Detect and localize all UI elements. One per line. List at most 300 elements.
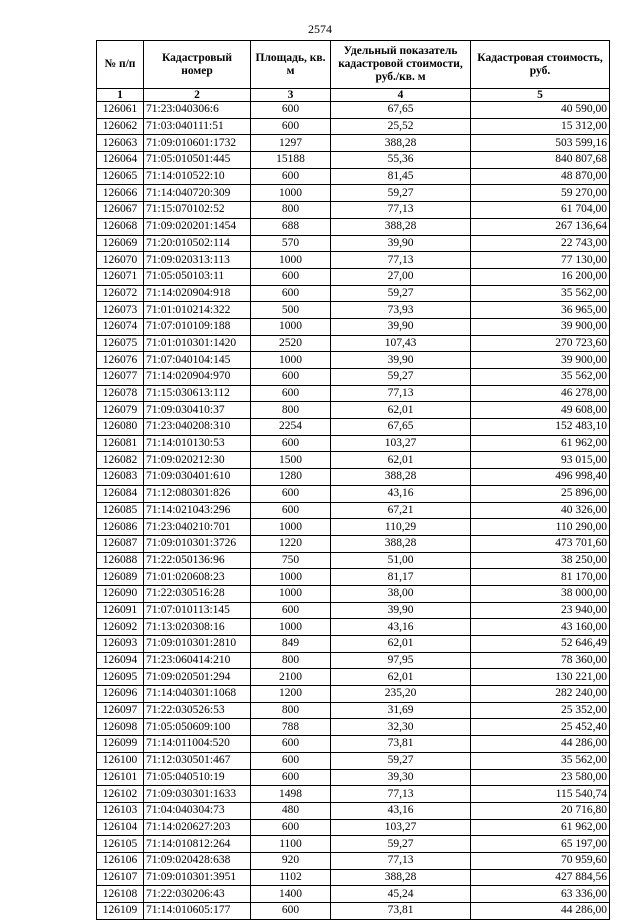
- cell-cadastral-value: 81 170,00: [471, 569, 610, 586]
- cell-area: 2100: [251, 669, 331, 686]
- cadastre-table: [96, 40, 610, 920]
- cell-cadastral-value: 115 540,74: [471, 786, 610, 803]
- cell-row-number: 126074: [97, 318, 144, 335]
- cell-unit-value: 43,16: [331, 619, 471, 636]
- cell-area: 800: [251, 702, 331, 719]
- column-number: 2: [144, 89, 251, 102]
- cell-area: 788: [251, 719, 331, 736]
- cell-cadastral-number: 71:23:040208:310: [144, 419, 251, 436]
- table-row: [97, 836, 610, 853]
- cell-unit-value: 235,20: [331, 686, 471, 703]
- cell-unit-value: 59,27: [331, 285, 471, 302]
- cell-area: 600: [251, 102, 331, 119]
- cell-area: 750: [251, 552, 331, 569]
- column-number: 1: [97, 89, 144, 102]
- cell-cadastral-value: 35 562,00: [471, 752, 610, 769]
- cell-cadastral-number: 71:09:010601:1732: [144, 135, 251, 152]
- cell-unit-value: 67,65: [331, 419, 471, 436]
- table-row: [97, 385, 610, 402]
- table-row: [97, 318, 610, 335]
- cell-row-number: 126064: [97, 152, 144, 169]
- cell-row-number: 126067: [97, 202, 144, 219]
- cell-cadastral-number: 71:09:030401:610: [144, 469, 251, 486]
- table-row: [97, 352, 610, 369]
- cell-row-number: 126077: [97, 369, 144, 386]
- cell-cadastral-value: 503 599,16: [471, 135, 610, 152]
- cell-cadastral-value: 61 962,00: [471, 435, 610, 452]
- cell-cadastral-value: 35 562,00: [471, 285, 610, 302]
- cell-cadastral-number: 71:14:040720:309: [144, 185, 251, 202]
- cell-unit-value: 51,00: [331, 552, 471, 569]
- cell-row-number: 126103: [97, 802, 144, 819]
- cell-area: 600: [251, 435, 331, 452]
- header-row-number: № п/п: [97, 41, 144, 89]
- cell-row-number: 126063: [97, 135, 144, 152]
- cell-cadastral-number: 71:09:010301:3951: [144, 869, 251, 886]
- cell-cadastral-number: 71:22:050136:96: [144, 552, 251, 569]
- cell-area: 600: [251, 769, 331, 786]
- cell-cadastral-value: 48 870,00: [471, 168, 610, 185]
- cell-row-number: 126097: [97, 702, 144, 719]
- header-row: [97, 41, 610, 89]
- cell-cadastral-value: 25 452,40: [471, 719, 610, 736]
- cell-cadastral-value: 93 015,00: [471, 452, 610, 469]
- cell-row-number: 126065: [97, 168, 144, 185]
- cell-row-number: 126098: [97, 719, 144, 736]
- cell-row-number: 126071: [97, 268, 144, 285]
- cell-row-number: 126093: [97, 636, 144, 653]
- cell-row-number: 126075: [97, 335, 144, 352]
- cell-cadastral-number: 71:09:010301:3726: [144, 535, 251, 552]
- cell-unit-value: 81,45: [331, 168, 471, 185]
- cell-row-number: 126078: [97, 385, 144, 402]
- cell-area: 1280: [251, 469, 331, 486]
- cell-cadastral-number: 71:01:010214:322: [144, 302, 251, 319]
- cell-unit-value: 107,43: [331, 335, 471, 352]
- table-row: [97, 135, 610, 152]
- table-row: [97, 369, 610, 386]
- cell-cadastral-value: 77 130,00: [471, 252, 610, 269]
- cell-unit-value: 73,81: [331, 903, 471, 920]
- cell-cadastral-value: 63 336,00: [471, 886, 610, 903]
- cell-row-number: 126092: [97, 619, 144, 636]
- table-row: [97, 419, 610, 436]
- cell-area: 1000: [251, 585, 331, 602]
- cell-cadastral-number: 71:05:010501:445: [144, 152, 251, 169]
- cell-row-number: 126108: [97, 886, 144, 903]
- table-row: [97, 903, 610, 920]
- cell-unit-value: 39,30: [331, 769, 471, 786]
- cell-unit-value: 27,00: [331, 268, 471, 285]
- cell-area: 688: [251, 218, 331, 235]
- cell-row-number: 126076: [97, 352, 144, 369]
- cell-cadastral-number: 71:09:020428:638: [144, 852, 251, 869]
- cell-row-number: 126080: [97, 419, 144, 436]
- cell-cadastral-value: 40 590,00: [471, 102, 610, 119]
- cell-area: 600: [251, 369, 331, 386]
- cell-cadastral-value: 25 352,00: [471, 702, 610, 719]
- table-row: [97, 202, 610, 219]
- cell-cadastral-value: 61 704,00: [471, 202, 610, 219]
- cell-cadastral-value: 152 483,10: [471, 419, 610, 436]
- cell-cadastral-value: 39 900,00: [471, 318, 610, 335]
- cell-cadastral-number: 71:14:020904:918: [144, 285, 251, 302]
- cell-cadastral-value: 35 562,00: [471, 369, 610, 386]
- table-row: [97, 802, 610, 819]
- cell-row-number: 126082: [97, 452, 144, 469]
- table-row: [97, 736, 610, 753]
- cell-cadastral-value: 15 312,00: [471, 118, 610, 135]
- table-row: [97, 302, 610, 319]
- cell-row-number: 126079: [97, 402, 144, 419]
- cell-cadastral-number: 71:07:010113:145: [144, 602, 251, 619]
- header-unit-value: Удельный показатель кадастровой стоимости, руб./кв. м: [331, 41, 471, 89]
- cell-cadastral-value: 473 701,60: [471, 535, 610, 552]
- cell-area: 800: [251, 652, 331, 669]
- table-row: [97, 686, 610, 703]
- table-row: [97, 719, 610, 736]
- cell-cadastral-value: 38 000,00: [471, 585, 610, 602]
- cell-cadastral-number: 71:01:020608:23: [144, 569, 251, 586]
- cell-row-number: 126068: [97, 218, 144, 235]
- cell-cadastral-value: 23 940,00: [471, 602, 610, 619]
- cell-cadastral-value: 38 250,00: [471, 552, 610, 569]
- cell-row-number: 126104: [97, 819, 144, 836]
- table-row: [97, 886, 610, 903]
- cell-area: 600: [251, 268, 331, 285]
- column-number: 4: [331, 89, 471, 102]
- cell-cadastral-value: 61 962,00: [471, 819, 610, 836]
- cell-unit-value: 73,81: [331, 736, 471, 753]
- table-row: [97, 152, 610, 169]
- table-row: [97, 519, 610, 536]
- cell-unit-value: 45,24: [331, 886, 471, 903]
- cell-row-number: 126090: [97, 585, 144, 602]
- cell-unit-value: 59,27: [331, 369, 471, 386]
- cell-cadastral-value: 43 160,00: [471, 619, 610, 636]
- cell-area: 600: [251, 285, 331, 302]
- cell-cadastral-number: 71:09:020501:294: [144, 669, 251, 686]
- cell-cadastral-number: 71:14:010130:53: [144, 435, 251, 452]
- column-number: 3: [251, 89, 331, 102]
- cell-cadastral-value: 16 200,00: [471, 268, 610, 285]
- cell-cadastral-value: 70 959,60: [471, 852, 610, 869]
- cell-cadastral-number: 71:22:030526:53: [144, 702, 251, 719]
- cell-area: 600: [251, 903, 331, 920]
- cell-row-number: 126085: [97, 502, 144, 519]
- cell-row-number: 126109: [97, 903, 144, 920]
- cell-cadastral-number: 71:20:010502:114: [144, 235, 251, 252]
- cell-unit-value: 62,01: [331, 636, 471, 653]
- cell-cadastral-number: 71:09:020212:30: [144, 452, 251, 469]
- cell-cadastral-number: 71:14:010605:177: [144, 903, 251, 920]
- cell-row-number: 126106: [97, 852, 144, 869]
- cell-cadastral-value: 40 326,00: [471, 502, 610, 519]
- cell-unit-value: 77,13: [331, 786, 471, 803]
- cell-area: 1500: [251, 452, 331, 469]
- cell-row-number: 126081: [97, 435, 144, 452]
- cell-cadastral-value: 44 286,00: [471, 903, 610, 920]
- table-row: [97, 185, 610, 202]
- cell-unit-value: 67,65: [331, 102, 471, 119]
- cell-cadastral-value: 130 221,00: [471, 669, 610, 686]
- cell-row-number: 126084: [97, 485, 144, 502]
- cell-area: 1000: [251, 185, 331, 202]
- cell-row-number: 126091: [97, 602, 144, 619]
- cell-cadastral-number: 71:07:040104:145: [144, 352, 251, 369]
- cell-area: 800: [251, 402, 331, 419]
- cell-area: 2520: [251, 335, 331, 352]
- cell-unit-value: 388,28: [331, 135, 471, 152]
- table-row: [97, 535, 610, 552]
- cell-cadastral-number: 71:23:040306:6: [144, 102, 251, 119]
- cell-unit-value: 62,01: [331, 452, 471, 469]
- cell-row-number: 126101: [97, 769, 144, 786]
- table-row: [97, 285, 610, 302]
- table-row: [97, 168, 610, 185]
- cell-cadastral-value: 110 290,00: [471, 519, 610, 536]
- cell-row-number: 126105: [97, 836, 144, 853]
- cell-unit-value: 32,30: [331, 719, 471, 736]
- cell-area: 1000: [251, 318, 331, 335]
- table-row: [97, 852, 610, 869]
- table-row: [97, 452, 610, 469]
- cell-unit-value: 388,28: [331, 869, 471, 886]
- header-cadastral-number: Кадастровый номер: [144, 41, 251, 89]
- cell-area: 1297: [251, 135, 331, 152]
- cell-row-number: 126100: [97, 752, 144, 769]
- cell-area: 1000: [251, 619, 331, 636]
- table-row: [97, 702, 610, 719]
- cell-unit-value: 77,13: [331, 202, 471, 219]
- cell-cadastral-value: 44 286,00: [471, 736, 610, 753]
- cell-cadastral-value: 52 646,49: [471, 636, 610, 653]
- table-body: [97, 102, 610, 920]
- cell-unit-value: 388,28: [331, 535, 471, 552]
- cell-unit-value: 73,93: [331, 302, 471, 319]
- cell-cadastral-value: 22 743,00: [471, 235, 610, 252]
- cell-row-number: 126061: [97, 102, 144, 119]
- cell-cadastral-number: 71:09:010301:2810: [144, 636, 251, 653]
- cell-cadastral-number: 71:07:010109:188: [144, 318, 251, 335]
- cell-unit-value: 77,13: [331, 385, 471, 402]
- table-row: [97, 552, 610, 569]
- cell-unit-value: 77,13: [331, 252, 471, 269]
- cell-unit-value: 67,21: [331, 502, 471, 519]
- cell-cadastral-value: 282 240,00: [471, 686, 610, 703]
- cell-area: 600: [251, 752, 331, 769]
- cell-row-number: 126102: [97, 786, 144, 803]
- page-number: 2574: [308, 22, 332, 36]
- cell-cadastral-number: 71:04:040304:73: [144, 802, 251, 819]
- table-row: [97, 669, 610, 686]
- cell-area: 1000: [251, 252, 331, 269]
- cell-cadastral-value: 78 360,00: [471, 652, 610, 669]
- table-row: [97, 402, 610, 419]
- header-cadastral-value: Кадастровая стоимость, руб.: [471, 41, 610, 89]
- cell-area: 600: [251, 602, 331, 619]
- cell-cadastral-number: 71:03:040111:51: [144, 118, 251, 135]
- cell-row-number: 126094: [97, 652, 144, 669]
- cell-unit-value: 43,16: [331, 802, 471, 819]
- cell-cadastral-value: 49 608,00: [471, 402, 610, 419]
- cell-unit-value: 62,01: [331, 669, 471, 686]
- cell-row-number: 126107: [97, 869, 144, 886]
- cell-unit-value: 388,28: [331, 469, 471, 486]
- cell-row-number: 126066: [97, 185, 144, 202]
- cell-unit-value: 110,29: [331, 519, 471, 536]
- cell-unit-value: 31,69: [331, 702, 471, 719]
- cell-area: 1000: [251, 519, 331, 536]
- table-row: [97, 469, 610, 486]
- cell-row-number: 126095: [97, 669, 144, 686]
- table-row: [97, 636, 610, 653]
- cell-cadastral-number: 71:09:030410:37: [144, 402, 251, 419]
- cell-row-number: 126086: [97, 519, 144, 536]
- table-row: [97, 786, 610, 803]
- cell-cadastral-number: 71:14:010522:10: [144, 168, 251, 185]
- cell-area: 500: [251, 302, 331, 319]
- cell-cadastral-number: 71:12:080301:826: [144, 485, 251, 502]
- cell-area: 600: [251, 118, 331, 135]
- cell-cadastral-number: 71:12:030501:467: [144, 752, 251, 769]
- cell-cadastral-value: 25 896,00: [471, 485, 610, 502]
- cell-unit-value: 43,16: [331, 485, 471, 502]
- cell-cadastral-value: 267 136,64: [471, 218, 610, 235]
- cell-area: 1000: [251, 352, 331, 369]
- cell-cadastral-number: 71:22:030206:43: [144, 886, 251, 903]
- cell-row-number: 126069: [97, 235, 144, 252]
- cell-unit-value: 39,90: [331, 235, 471, 252]
- cell-cadastral-value: 65 197,00: [471, 836, 610, 853]
- table-row: [97, 619, 610, 636]
- cell-row-number: 126087: [97, 535, 144, 552]
- table-row: [97, 268, 610, 285]
- cell-area: 2254: [251, 419, 331, 436]
- table-row: [97, 652, 610, 669]
- cell-area: 1102: [251, 869, 331, 886]
- table-row: [97, 485, 610, 502]
- cell-cadastral-number: 71:15:070102:52: [144, 202, 251, 219]
- cell-area: 600: [251, 168, 331, 185]
- cell-cadastral-value: 20 716,80: [471, 802, 610, 819]
- cell-cadastral-number: 71:14:020627:203: [144, 819, 251, 836]
- cell-cadastral-value: 427 884,56: [471, 869, 610, 886]
- table-row: [97, 102, 610, 119]
- cell-row-number: 126099: [97, 736, 144, 753]
- cell-cadastral-number: 71:09:030301:1633: [144, 786, 251, 803]
- cell-area: 600: [251, 736, 331, 753]
- table-row: [97, 502, 610, 519]
- cell-area: 570: [251, 235, 331, 252]
- cell-cadastral-number: 71:14:040301:1068: [144, 686, 251, 703]
- cell-area: 480: [251, 802, 331, 819]
- cell-row-number: 126083: [97, 469, 144, 486]
- cell-cadastral-value: 23 580,00: [471, 769, 610, 786]
- cell-cadastral-value: 840 807,68: [471, 152, 610, 169]
- cell-area: 849: [251, 636, 331, 653]
- cell-unit-value: 62,01: [331, 402, 471, 419]
- cell-area: 800: [251, 202, 331, 219]
- cell-unit-value: 97,95: [331, 652, 471, 669]
- cell-row-number: 126070: [97, 252, 144, 269]
- cell-cadastral-value: 59 270,00: [471, 185, 610, 202]
- cell-unit-value: 103,27: [331, 819, 471, 836]
- cell-cadastral-number: 71:15:030613:112: [144, 385, 251, 402]
- cell-unit-value: 25,52: [331, 118, 471, 135]
- cell-unit-value: 38,00: [331, 585, 471, 602]
- table-row: [97, 569, 610, 586]
- cell-cadastral-number: 71:14:021043:296: [144, 502, 251, 519]
- cell-unit-value: 55,36: [331, 152, 471, 169]
- cell-cadastral-value: 270 723,60: [471, 335, 610, 352]
- cell-row-number: 126073: [97, 302, 144, 319]
- cell-row-number: 126089: [97, 569, 144, 586]
- cell-cadastral-number: 71:23:040210:701: [144, 519, 251, 536]
- cell-unit-value: 39,90: [331, 352, 471, 369]
- cell-row-number: 126088: [97, 552, 144, 569]
- cell-area: 1400: [251, 886, 331, 903]
- cell-area: 600: [251, 819, 331, 836]
- column-number-row: [97, 89, 610, 102]
- table-row: [97, 602, 610, 619]
- cell-row-number: 126096: [97, 686, 144, 703]
- cell-unit-value: 77,13: [331, 852, 471, 869]
- cell-area: 1498: [251, 786, 331, 803]
- cell-cadastral-number: 71:13:020308:16: [144, 619, 251, 636]
- cell-cadastral-number: 71:14:020904:970: [144, 369, 251, 386]
- header-area: Площадь, кв. м: [251, 41, 331, 89]
- table-row: [97, 252, 610, 269]
- cell-cadastral-value: 46 278,00: [471, 385, 610, 402]
- cell-area: 600: [251, 385, 331, 402]
- cell-unit-value: 39,90: [331, 602, 471, 619]
- cell-area: 1100: [251, 836, 331, 853]
- cell-cadastral-number: 71:22:030516:28: [144, 585, 251, 602]
- cell-cadastral-number: 71:14:010812:264: [144, 836, 251, 853]
- cell-area: 1000: [251, 569, 331, 586]
- table-row: [97, 335, 610, 352]
- table-row: [97, 218, 610, 235]
- cell-area: 600: [251, 502, 331, 519]
- cell-area: 920: [251, 852, 331, 869]
- cell-cadastral-number: 71:09:020313:113: [144, 252, 251, 269]
- cell-cadastral-value: 36 965,00: [471, 302, 610, 319]
- cell-cadastral-number: 71:23:060414:210: [144, 652, 251, 669]
- cell-cadastral-number: 71:09:020201:1454: [144, 218, 251, 235]
- cell-unit-value: 39,90: [331, 318, 471, 335]
- cell-cadastral-number: 71:05:050103:11: [144, 268, 251, 285]
- table-row: [97, 752, 610, 769]
- cell-area: 1220: [251, 535, 331, 552]
- cell-area: 15188: [251, 152, 331, 169]
- cell-unit-value: 59,27: [331, 185, 471, 202]
- table-row: [97, 769, 610, 786]
- cell-area: 1200: [251, 686, 331, 703]
- cell-unit-value: 81,17: [331, 569, 471, 586]
- cell-area: 600: [251, 485, 331, 502]
- table-row: [97, 869, 610, 886]
- cell-row-number: 126062: [97, 118, 144, 135]
- table-row: [97, 235, 610, 252]
- table-row: [97, 585, 610, 602]
- cell-cadastral-number: 71:05:040510:19: [144, 769, 251, 786]
- cell-unit-value: 59,27: [331, 752, 471, 769]
- cell-unit-value: 103,27: [331, 435, 471, 452]
- cell-unit-value: 59,27: [331, 836, 471, 853]
- table-row: [97, 435, 610, 452]
- table-row: [97, 819, 610, 836]
